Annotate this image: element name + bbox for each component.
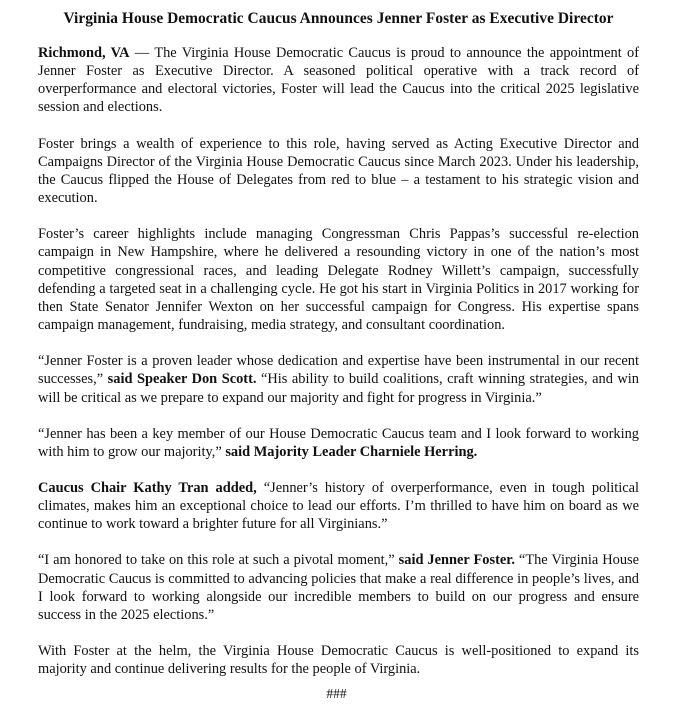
paragraph-caucus-chair-quote <box>38 479 639 533</box>
paragraph-intro <box>38 44 639 117</box>
dateline: Richmond, VA <box>38 45 130 61</box>
paragraph-text: Foster brings a wealth of experience to this role, having served as Acting Executive Director and Campaigns Director of the Virginia House Democratic Caucus since March 2023. Under his leadership, the Caucus flipped the House of Delegates from red to blue – a testament to his strategic vision and execution. <box>38 135 639 207</box>
paragraph-closing <box>38 642 639 678</box>
quote-text: “Jenner’s history of overperformance, even in tough political climates, makes him an exceptional choice to lead our efforts. I’m thrilled to have him on board as we continue to work toward a brighter future for all Virginians.” <box>38 479 639 533</box>
quote-text: “I am honored to take on this role at such a pivotal moment,” <box>38 552 399 569</box>
end-of-release-mark: ### <box>326 686 347 701</box>
quote-text: “His ability to build coalitions, craft winning strategies, and win will be critical as we prepare to expand our majority and fight for progress in Virginia.” <box>38 371 639 406</box>
quote-attribution: said Majority Leader Charniele Herring. <box>225 443 478 460</box>
quote-attribution: said Jenner Foster. <box>398 552 515 569</box>
paragraph-text: Foster’s career highlights include managing Congressman Chris Pappas’s successful re-election campaign in New Hampshire, where he delivered a resounding victory in one of the nation’s most competitive congressional races, and leading Delegate Rodney Willett’s campaign, successfully defending a targeted seat in a challenging cycle. He got his start in Virginia Politics in 2017 working for then State Senator Jennifer Wexton on her successful campaign for Congress. His expertise spans campaign management, fundraising, media strategy, and consultant coordination. <box>38 226 639 334</box>
paragraph-majority-leader-quote <box>38 425 639 461</box>
paragraph-speaker-quote <box>38 352 639 406</box>
quote-text: “The Virginia House Democratic Caucus is committed to advancing policies that make a real difference in people’s lives, and I look forward to working alongside our incredible members to build on our progress and ensure success in the 2025 elections.” <box>38 552 639 623</box>
quote-text: “Jenner has been a key member of our House Democratic Caucus team and I look forward to working with him to grow our majority,” <box>38 425 639 460</box>
quote-attribution: said Speaker Don Scott. <box>107 371 257 388</box>
paragraph-text: — The Virginia House Democratic Caucus is proud to announce the appointment of Jenner Foster as Executive Director. A seasoned political operative with a track record of overperformance and electoral victories, Foster will lead the Caucus into the critical 2025 legislative session and elections. <box>38 45 640 116</box>
quote-text: “Jenner Foster is a proven leader whose dedication and expertise have been instrumental in our recent successes,” <box>38 353 639 388</box>
quote-attribution: Caucus Chair Kathy Tran added, <box>38 479 257 496</box>
paragraph-foster-quote <box>38 551 639 624</box>
page-title: Virginia House Democratic Caucus Announces Jenner Foster as Executive Director <box>63 10 614 27</box>
paragraph-experience <box>38 135 639 208</box>
paragraph-text: With Foster at the helm, the Virginia House Democratic Caucus is well-positioned to expand its majority and continue delivering results for the people of Virginia. <box>38 643 639 678</box>
paragraph-career-highlights <box>38 225 639 334</box>
